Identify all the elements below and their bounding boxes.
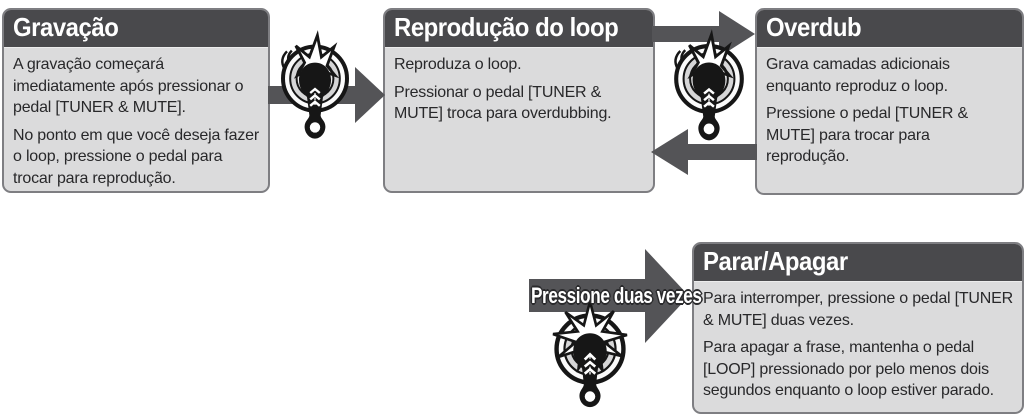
step-title: Overdub — [766, 12, 862, 42]
step-body-overdub — [757, 48, 1022, 178]
arrow-record-to-playback-head — [355, 67, 385, 123]
step-text: A gravação começará imediatamente após pressionar o pedal [TUNER & MUTE]. — [13, 56, 244, 116]
step-box-gravacao — [2, 8, 270, 193]
step-text: Grava camadas adicionais enquanto reproduz o loop. — [766, 56, 950, 95]
step-box-reproducao — [383, 8, 655, 193]
step-header-reproducao — [385, 10, 653, 48]
step-box-parar-apagar — [692, 242, 1024, 414]
step-header-overdub — [757, 10, 1022, 48]
step-text: No ponto em que você deseja fazer o loop, pressione o pedal para trocar para reprodução. — [13, 126, 260, 187]
step-text: Para apagar a frase, mantenha o pedal [LOOP] pressionado por pelo menos dois segundos enquanto o loop estiver parado. — [703, 339, 994, 399]
pedal-press-icon — [668, 28, 750, 151]
pedal-press-icon — [275, 29, 355, 149]
step-body-reproducao — [385, 48, 653, 135]
step-text: Pressionar o pedal [TUNER & MUTE] troca para overdubbing. — [394, 83, 612, 122]
step-body-gravacao — [4, 48, 268, 193]
step-header-parar-apagar — [694, 244, 1022, 282]
step-box-overdub — [755, 8, 1024, 195]
step-title: Reprodução do loop — [394, 12, 619, 42]
step-text: Reproduza o loop. — [394, 56, 522, 73]
press-twice-label: Pressione duas vezes — [531, 283, 702, 308]
step-title: Gravação — [13, 12, 119, 42]
step-text: Para interromper, pressione o pedal [TUNER & MUTE] duas vezes. — [703, 290, 1013, 329]
pedal-double-press-icon — [546, 298, 634, 414]
step-title: Parar/Apagar — [703, 246, 848, 276]
step-body-parar-apagar — [694, 282, 1022, 412]
step-header-gravacao — [4, 10, 268, 48]
step-text: Pressione o pedal [TUNER & MUTE] para trocar para reprodução. — [766, 105, 969, 165]
